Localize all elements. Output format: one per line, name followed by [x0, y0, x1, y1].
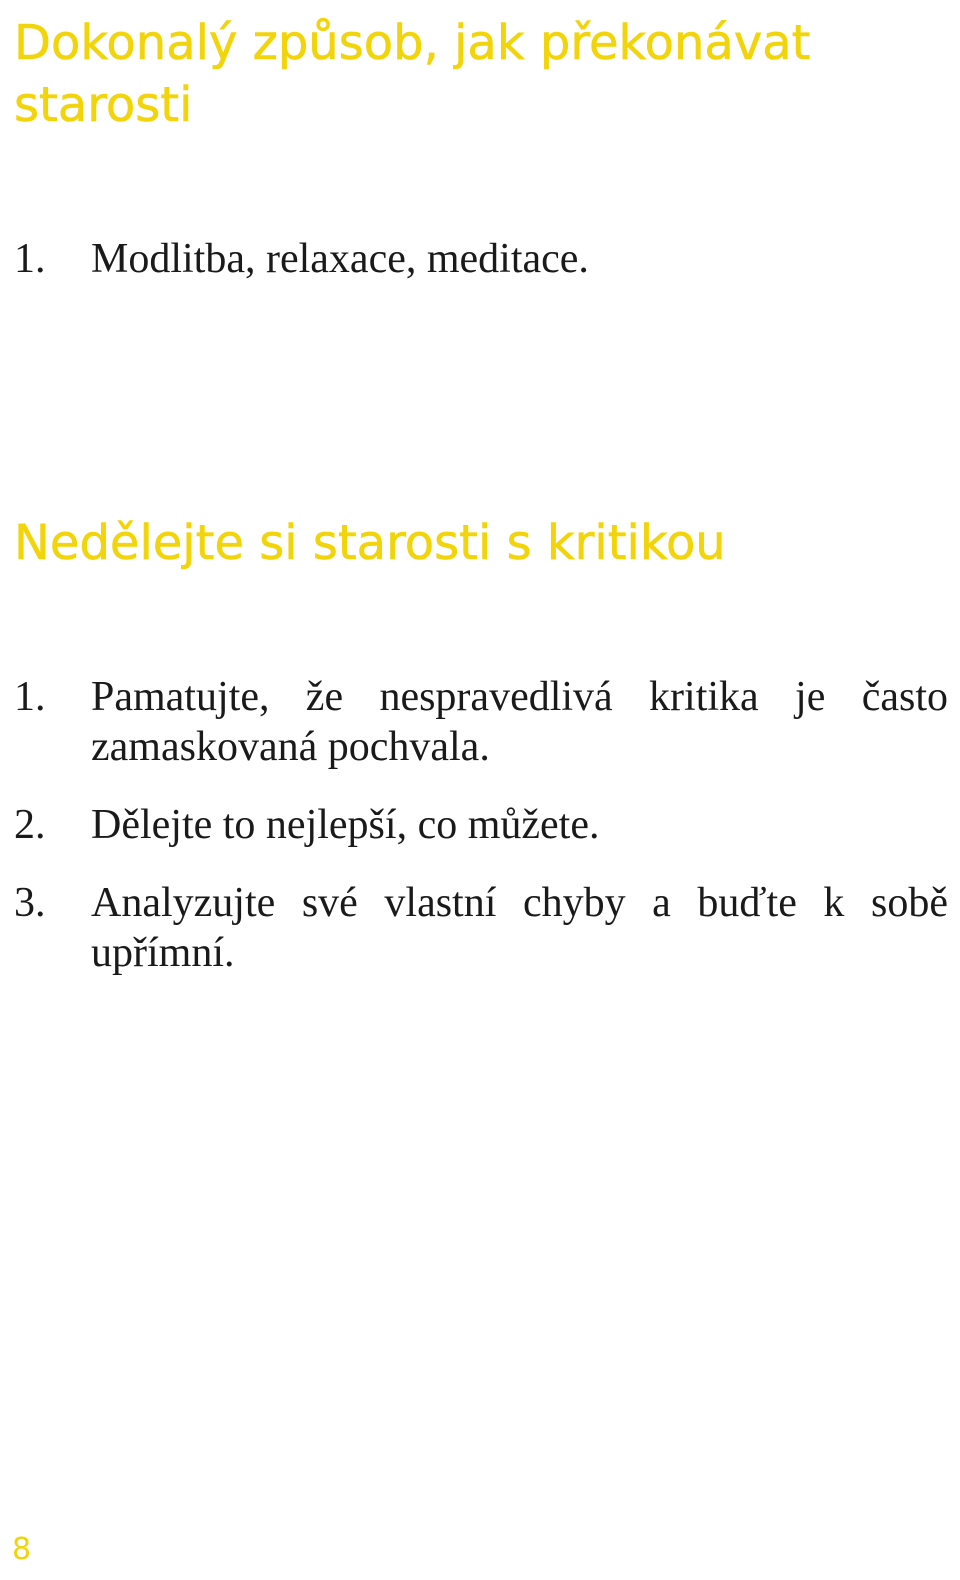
list-item [0, 878, 948, 978]
worries-list [0, 234, 948, 284]
list-item-text: Modlitba, relaxace, meditace. [91, 236, 589, 282]
list-item-number: 1. [14, 236, 46, 282]
list-item-number: 1. [14, 674, 46, 720]
list-item-number: 2. [14, 802, 46, 848]
page-number: 8 [12, 1532, 32, 1567]
list-item-number: 3. [14, 880, 46, 926]
list-item-text: Pamatujte, že nespravedlivá kritika je často zamaskovaná pochvala. [91, 674, 948, 770]
list-item [0, 672, 948, 772]
list-item [0, 800, 948, 850]
list-item-text: Dělejte to nejlepší, co můžete. [91, 802, 600, 848]
section-heading-criticism: Nedělejte si starosti s kritikou [14, 515, 726, 571]
section-heading-worries: Dokonalý způsob, jak překonávat starosti [14, 15, 811, 133]
criticism-list [0, 672, 948, 978]
list-item [0, 234, 948, 284]
list-item-text: Analyzujte své vlastní chyby a buďte k sobě upřímní. [91, 880, 948, 976]
